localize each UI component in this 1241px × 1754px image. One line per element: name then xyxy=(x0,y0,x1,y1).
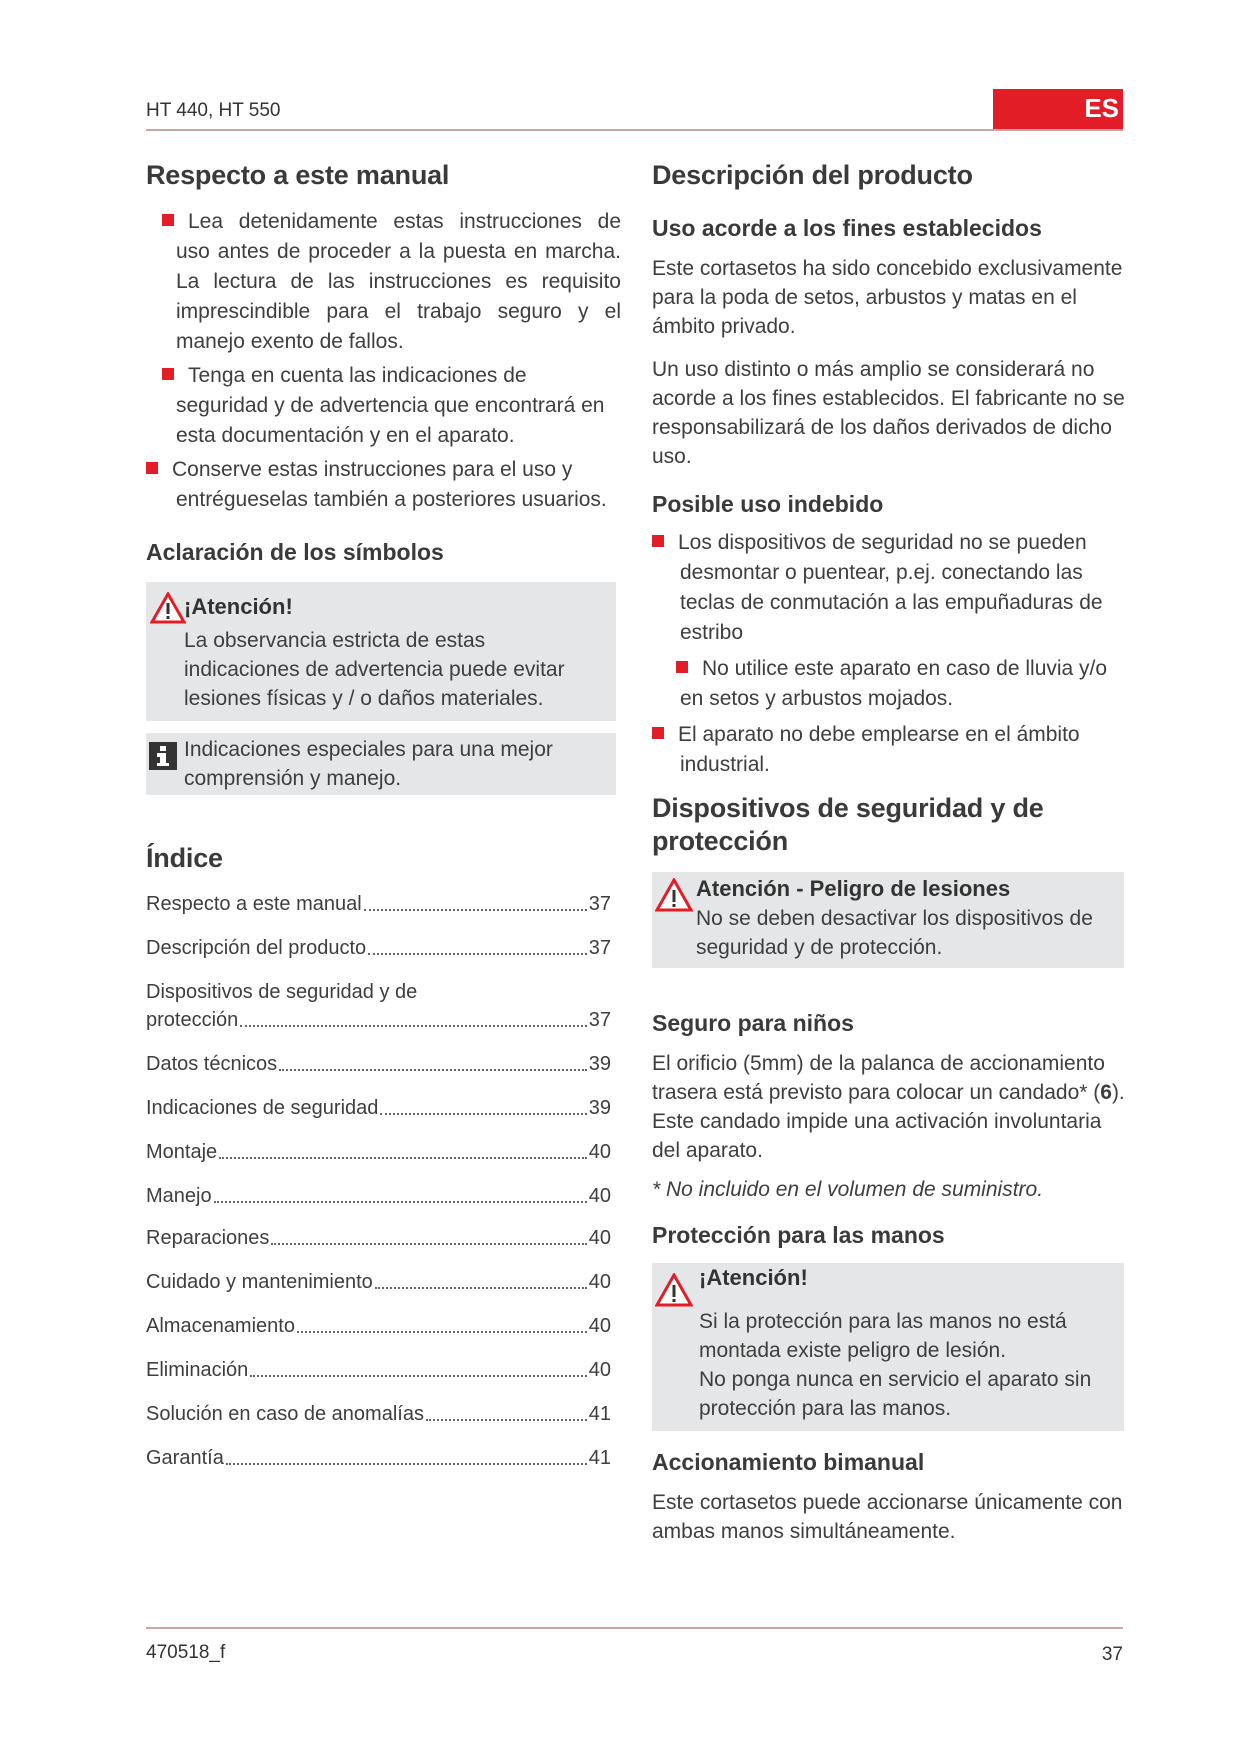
subsection-title-hand-guard: Protección para las manos xyxy=(652,1222,945,1248)
subsection-title-intended-use: Uso acorde a los fines establecidos xyxy=(652,215,1042,241)
warning-box xyxy=(146,582,616,721)
toc-entry[interactable]: Cuidado y mantenimiento 40 xyxy=(146,1268,611,1296)
bullet-square-icon xyxy=(162,214,174,226)
bullet-square-icon xyxy=(676,661,688,673)
warning-box xyxy=(652,1263,1124,1431)
bullet-item: Conserve estas instrucciones para el uso y entrégueselas también a posteriores usuarios. xyxy=(146,455,621,515)
bullet-square-icon xyxy=(162,368,174,380)
footer-rule xyxy=(146,1627,1123,1629)
bullet-square-icon xyxy=(146,462,158,474)
intended-use-text-1: Este cortasetos ha sido concebido exclusivamente para la poda de setos, arbustos y matas en el ámbito privado. xyxy=(652,257,1123,338)
toc-entry[interactable]: Montaje 40 xyxy=(146,1138,611,1166)
section-title-manual: Respecto a este manual xyxy=(146,160,450,190)
child-lock-note: * No incluido en el volumen de suministro. xyxy=(652,1178,1044,1201)
two-hand-text: Este cortasetos puede accionarse únicamente con ambas manos simultáneamente. xyxy=(652,1491,1123,1543)
warning-box xyxy=(652,872,1124,968)
warning-triangle-icon xyxy=(655,1273,693,1307)
table-of-contents xyxy=(146,890,611,1472)
intended-use-text-2: Un uso distinto o más amplio se considerará no acorde a los fines establecidos. El fabricante no se responsabilizará de los daños derivados de dicho uso. xyxy=(652,358,1125,468)
document-code: 470518_f xyxy=(146,1642,226,1663)
left-column xyxy=(146,160,621,1472)
toc-entry[interactable]: Respecto a este manual 37 xyxy=(146,890,611,918)
section-title-safety-devices: Dispositivos de seguridad y de protección xyxy=(652,793,1044,856)
right-column xyxy=(652,160,1132,1546)
bullet-item: El aparato no debe emplearse en el ámbito industrial. xyxy=(652,720,1132,780)
warning-text: No se deben desactivar los dispositivos de seguridad y de protección. xyxy=(696,907,1093,959)
header-model: HT 440, HT 550 xyxy=(146,100,281,121)
info-box xyxy=(146,733,616,795)
warning-title: ¡Atención! xyxy=(184,594,293,619)
warning-title: Atención - Peligro de lesiones xyxy=(696,876,1011,901)
language-tab: ES xyxy=(993,89,1123,131)
misuse-bullets xyxy=(652,528,1132,780)
section-title-symbols: Aclaración de los símbolos xyxy=(146,539,444,565)
bullet-item: Lea detenidamente estas instrucciones de uso antes de proceder a la puesta en marcha. La lectura de las instrucciones es requisito imprescindible para el trabajo seguro y el manejo exento de fallos. xyxy=(146,207,621,357)
warning-text: Si la protección para las manos no está montada existe peligro de lesión. xyxy=(699,1310,1067,1362)
warning-title: ¡Atención! xyxy=(699,1265,808,1290)
manual-bullets xyxy=(146,207,621,515)
subsection-title-two-hand: Accionamiento bimanual xyxy=(652,1449,925,1475)
toc-entry[interactable]: Indicaciones de seguridad 39 xyxy=(146,1094,611,1122)
info-icon xyxy=(148,741,178,771)
toc-entry[interactable]: Descripción del producto 37 xyxy=(146,934,611,962)
bullet-item: No utilice este aparato en caso de lluvia y/o en setos y arbustos mojados. xyxy=(652,654,1132,714)
toc-entry[interactable]: Almacenamiento 40 xyxy=(146,1312,611,1340)
toc-entry[interactable]: Datos técnicos 39 xyxy=(146,1050,611,1078)
bullet-item: Los dispositivos de seguridad no se pueden desmontar o puentear, p.ej. conectando las teclas de conmutación a las empuñaduras de estribo xyxy=(652,528,1132,648)
section-title-description: Descripción del producto xyxy=(652,160,973,190)
toc-entry[interactable]: Eliminación 40 xyxy=(146,1356,611,1384)
bullet-square-icon xyxy=(652,535,664,547)
bullet-square-icon xyxy=(652,727,664,739)
toc-entry[interactable]: Dispositivos de seguridad y de protección 37 xyxy=(146,981,611,1031)
warning-triangle-icon xyxy=(655,878,693,912)
toc-entry[interactable]: Garantía 41 xyxy=(146,1444,611,1472)
index-title: Índice xyxy=(146,843,223,873)
toc-entry[interactable]: Reparaciones 40 xyxy=(146,1224,611,1252)
subsection-title-child-lock: Seguro para niños xyxy=(652,1010,854,1036)
info-text: Indicaciones especiales para una mejor comprensión y manejo. xyxy=(184,738,553,790)
toc-entry[interactable]: Manejo 40 xyxy=(146,1182,611,1210)
warning-triangle-icon xyxy=(150,592,186,624)
subsection-title-misuse: Posible uso indebido xyxy=(652,491,884,517)
warning-text: No ponga nunca en servicio el aparato sin protección para las manos. xyxy=(699,1368,1092,1420)
bullet-item: Tenga en cuenta las indicaciones de seguridad y de advertencia que encontrará en esta documentación y en el aparato. xyxy=(146,361,621,451)
page-number: 37 xyxy=(1101,1644,1123,1665)
child-lock-text: El orificio (5mm) de la palanca de accionamiento trasera está previsto para colocar un candado* (6). Este candado impide una activación involuntaria del aparato. xyxy=(652,1052,1125,1162)
warning-text: La observancia estricta de estas indicaciones de advertencia puede evitar lesiones físicas y / o daños materiales. xyxy=(184,629,565,710)
header-rule xyxy=(146,129,1123,131)
toc-entry[interactable]: Solución en caso de anomalías 41 xyxy=(146,1400,611,1428)
